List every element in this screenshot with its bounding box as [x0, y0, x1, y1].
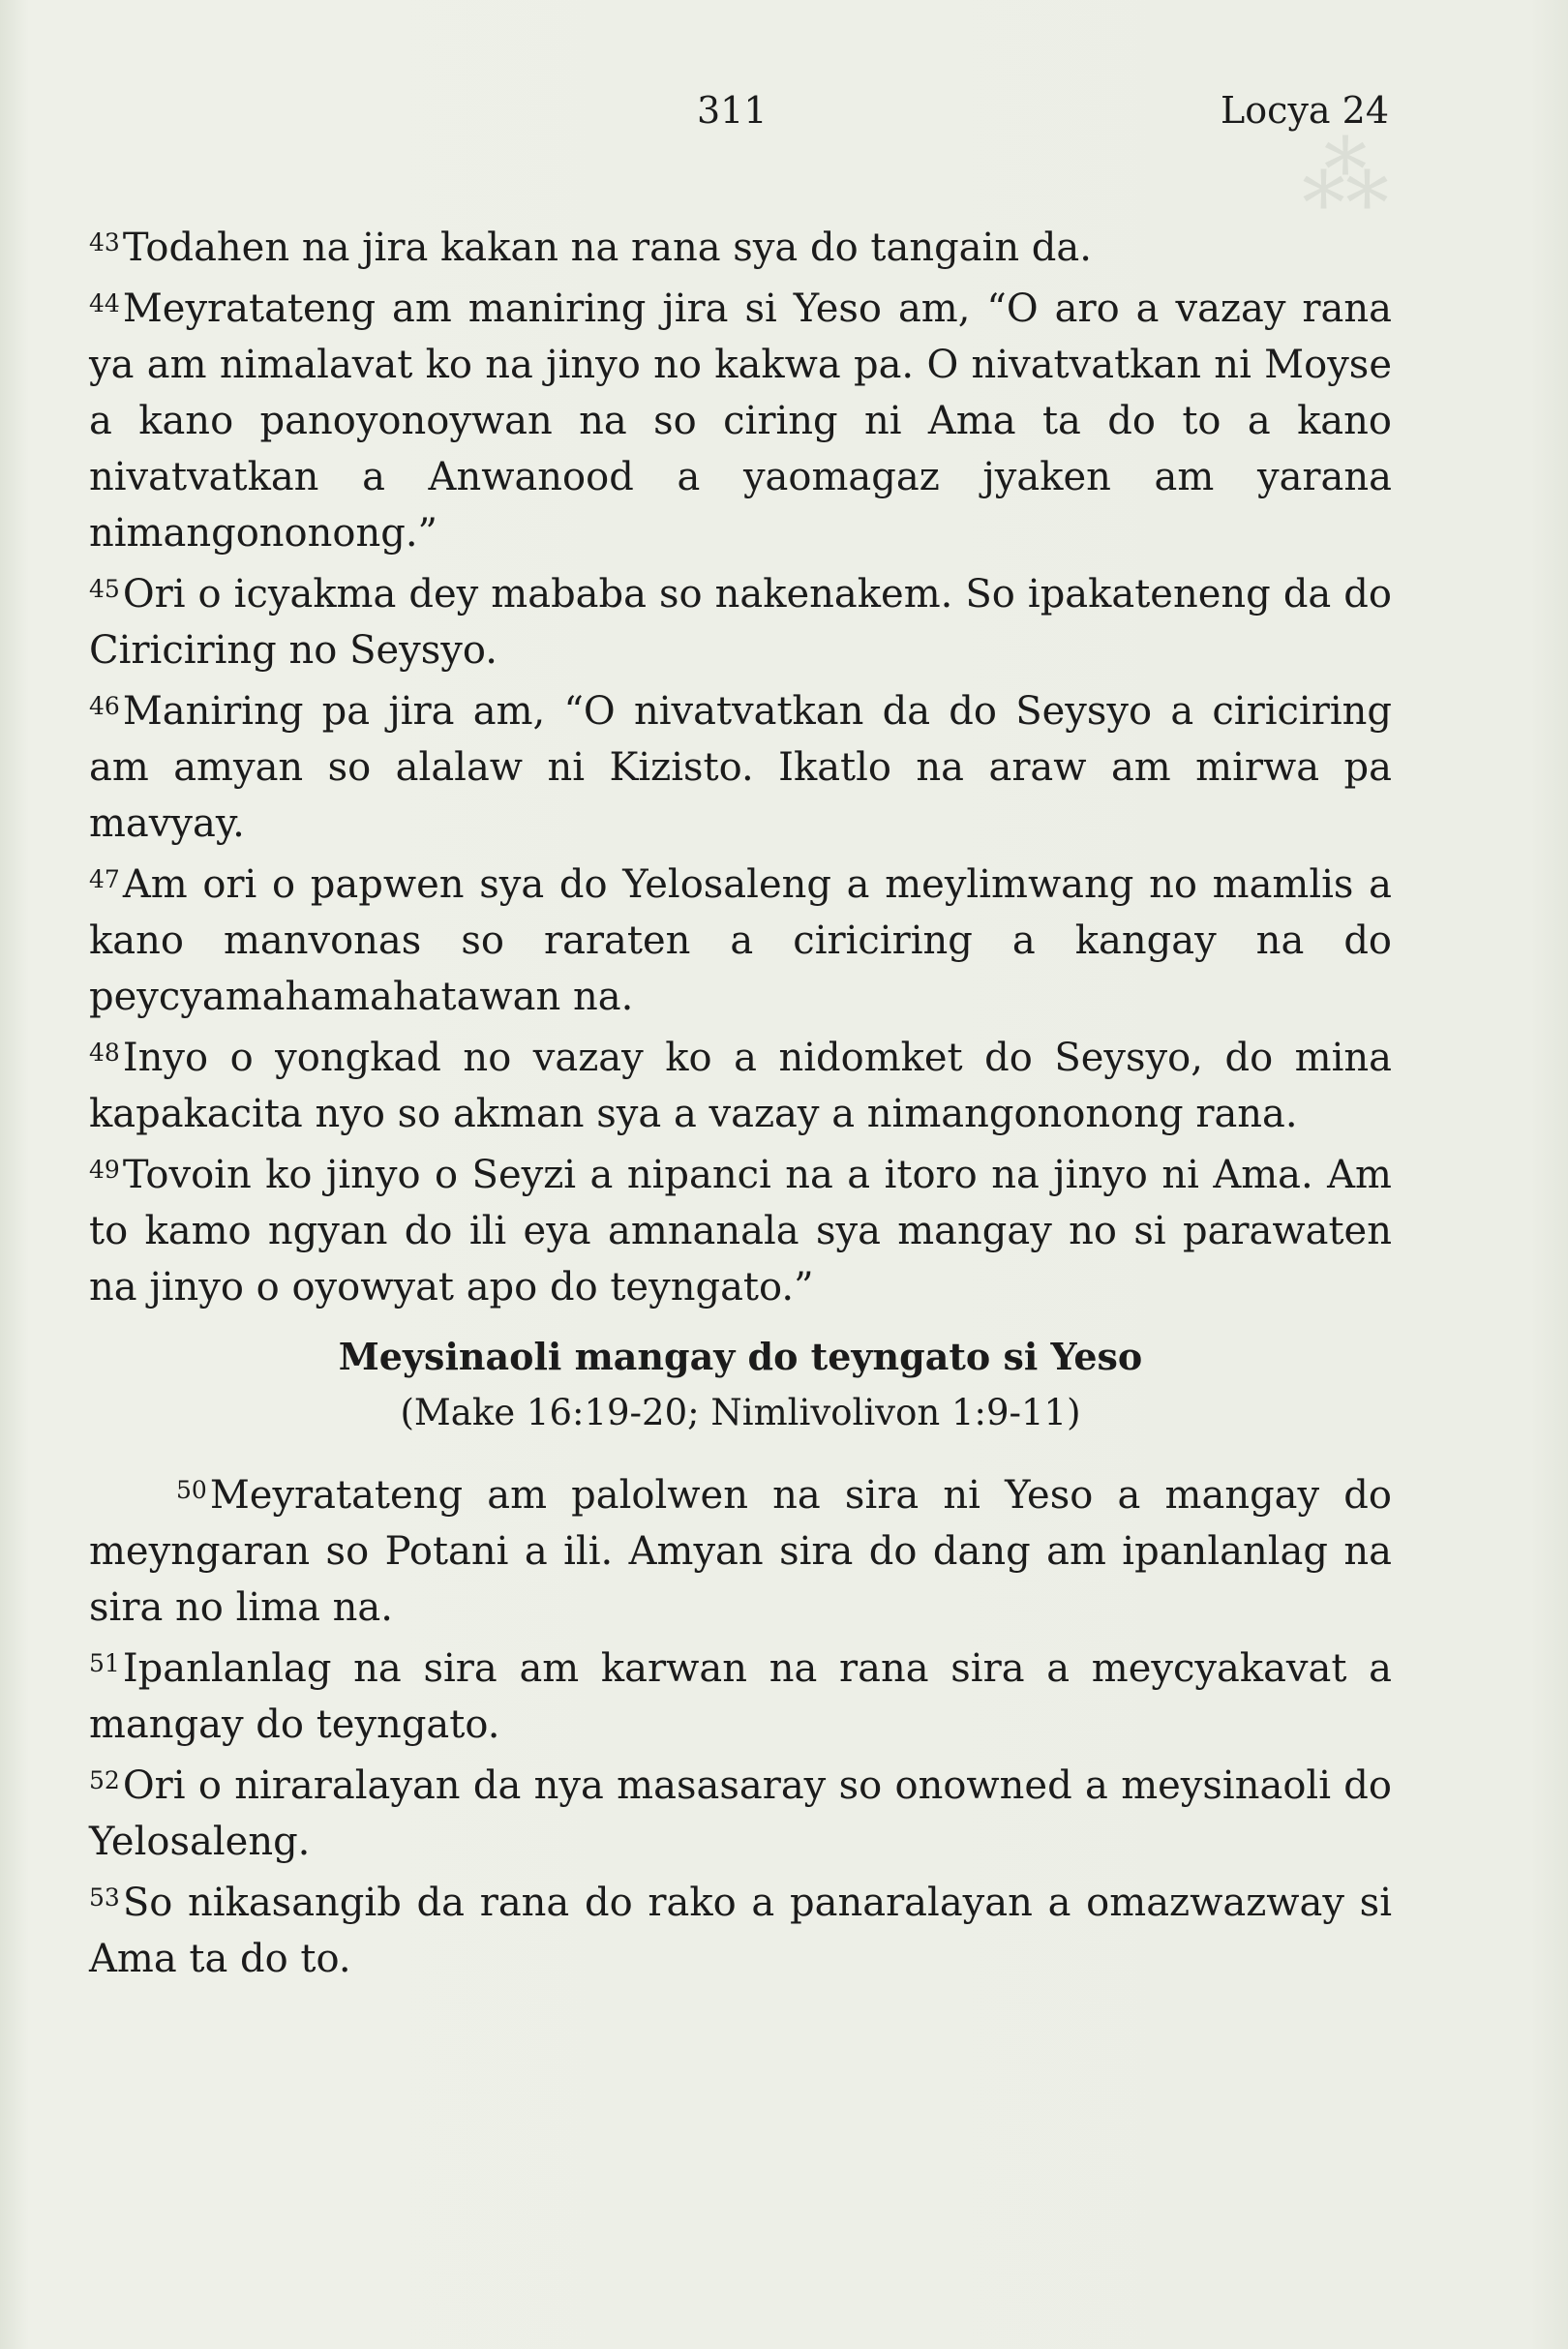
verse-number: 53	[89, 1883, 120, 1912]
verse-text: Am ori o papwen sya do Yelosaleng a meylimwang no mamlis a kano manvonas so raraten a ciriciring a kangay na do peycyamahamahatawan na.	[89, 862, 1392, 1019]
verse-number: 45	[89, 575, 120, 603]
verse-text: Meyratateng am palolwen na sira ni Yeso a mangay do meyngaran so Potani a ili. Amyan sira do dang am ipanlanlag na sira no lima na.	[89, 1473, 1392, 1630]
verse-number: 49	[89, 1156, 120, 1184]
verse-53	[89, 1870, 1392, 1987]
verse-45	[89, 561, 1392, 678]
verse-text: Meyratateng am maniring jira si Yeso am, “O aro a vazay rana ya am nimalavat ko na jinyo no kakwa pa. O nivatvatkan ni Moyse a kano panoyonoywan na so ciring ni Ama ta do to a kano nivatvatkan a Anwanood a yaomagaz jyaken am yarana nimangononong.”	[89, 286, 1392, 556]
verse-number: 51	[89, 1649, 120, 1677]
page-header	[87, 89, 1389, 147]
verse-text: Ori o icyakma dey mababa so nakenakem. So ipakateneng da do Ciriciring no Seysyo.	[89, 572, 1392, 673]
verse-48	[89, 1025, 1392, 1142]
body-text	[89, 215, 1392, 1987]
verse-number: 44	[89, 289, 120, 317]
running-head: Locya 24	[1221, 89, 1389, 132]
verse-text: Ori o niraralayan da nya masasaray so onowned a meysinaoli do Yelosaleng.	[89, 1763, 1392, 1864]
verse-number: 48	[89, 1039, 120, 1067]
verse-number: 50	[176, 1476, 207, 1504]
verse-text: Tovoin ko jinyo o Seyzi a nipanci na a itoro na jinyo ni Ama. Am to kamo ngyan do ili eya amnanala sya mangay no si parawaten na jinyo o oyowyat apo do teyngato.”	[89, 1153, 1392, 1310]
verse-number: 43	[89, 228, 120, 256]
section-heading: Meysinaoli mangay do teyngato si Yeso	[338, 1335, 1143, 1378]
verse-number: 52	[89, 1766, 120, 1794]
verse-50	[89, 1462, 1392, 1636]
verse-number: 47	[89, 865, 120, 893]
verse-text: Ipanlanlag na sira am karwan na rana sira a meycyakavat a mangay do teyngato.	[89, 1646, 1392, 1747]
verse-number: 46	[89, 692, 120, 720]
verse-51	[89, 1636, 1392, 1753]
verse-52	[89, 1753, 1392, 1870]
verse-text: Maniring pa jira am, “O nivatvatkan da do Seysyo a ciriciring am amyan so alalaw ni Kizisto. Ikatlo na araw am mirwa pa mavyay.	[89, 689, 1392, 846]
verse-text: Inyo o yongkad no vazay ko a nidomket do Seysyo, do mina kapakacita nyo so akman sya a vazay a nimangononong rana.	[89, 1036, 1392, 1136]
verse-49	[89, 1142, 1392, 1315]
verse-47	[89, 852, 1392, 1025]
verse-44	[89, 276, 1392, 561]
verse-46	[89, 678, 1392, 852]
cross-reference: (Make 16:19-20; Nimlivolivon 1:9-11)	[400, 1392, 1081, 1433]
verse-text: Todahen na jira kakan na rana sya do tangain da.	[122, 226, 1092, 270]
bleed-through-decoration: ⁂	[1302, 126, 1389, 227]
verse-text: So nikasangib da rana do rako a panaralayan a omazwazway si Ama ta do to.	[89, 1881, 1392, 1981]
page-number: 311	[697, 89, 768, 132]
verse-43	[89, 215, 1392, 276]
